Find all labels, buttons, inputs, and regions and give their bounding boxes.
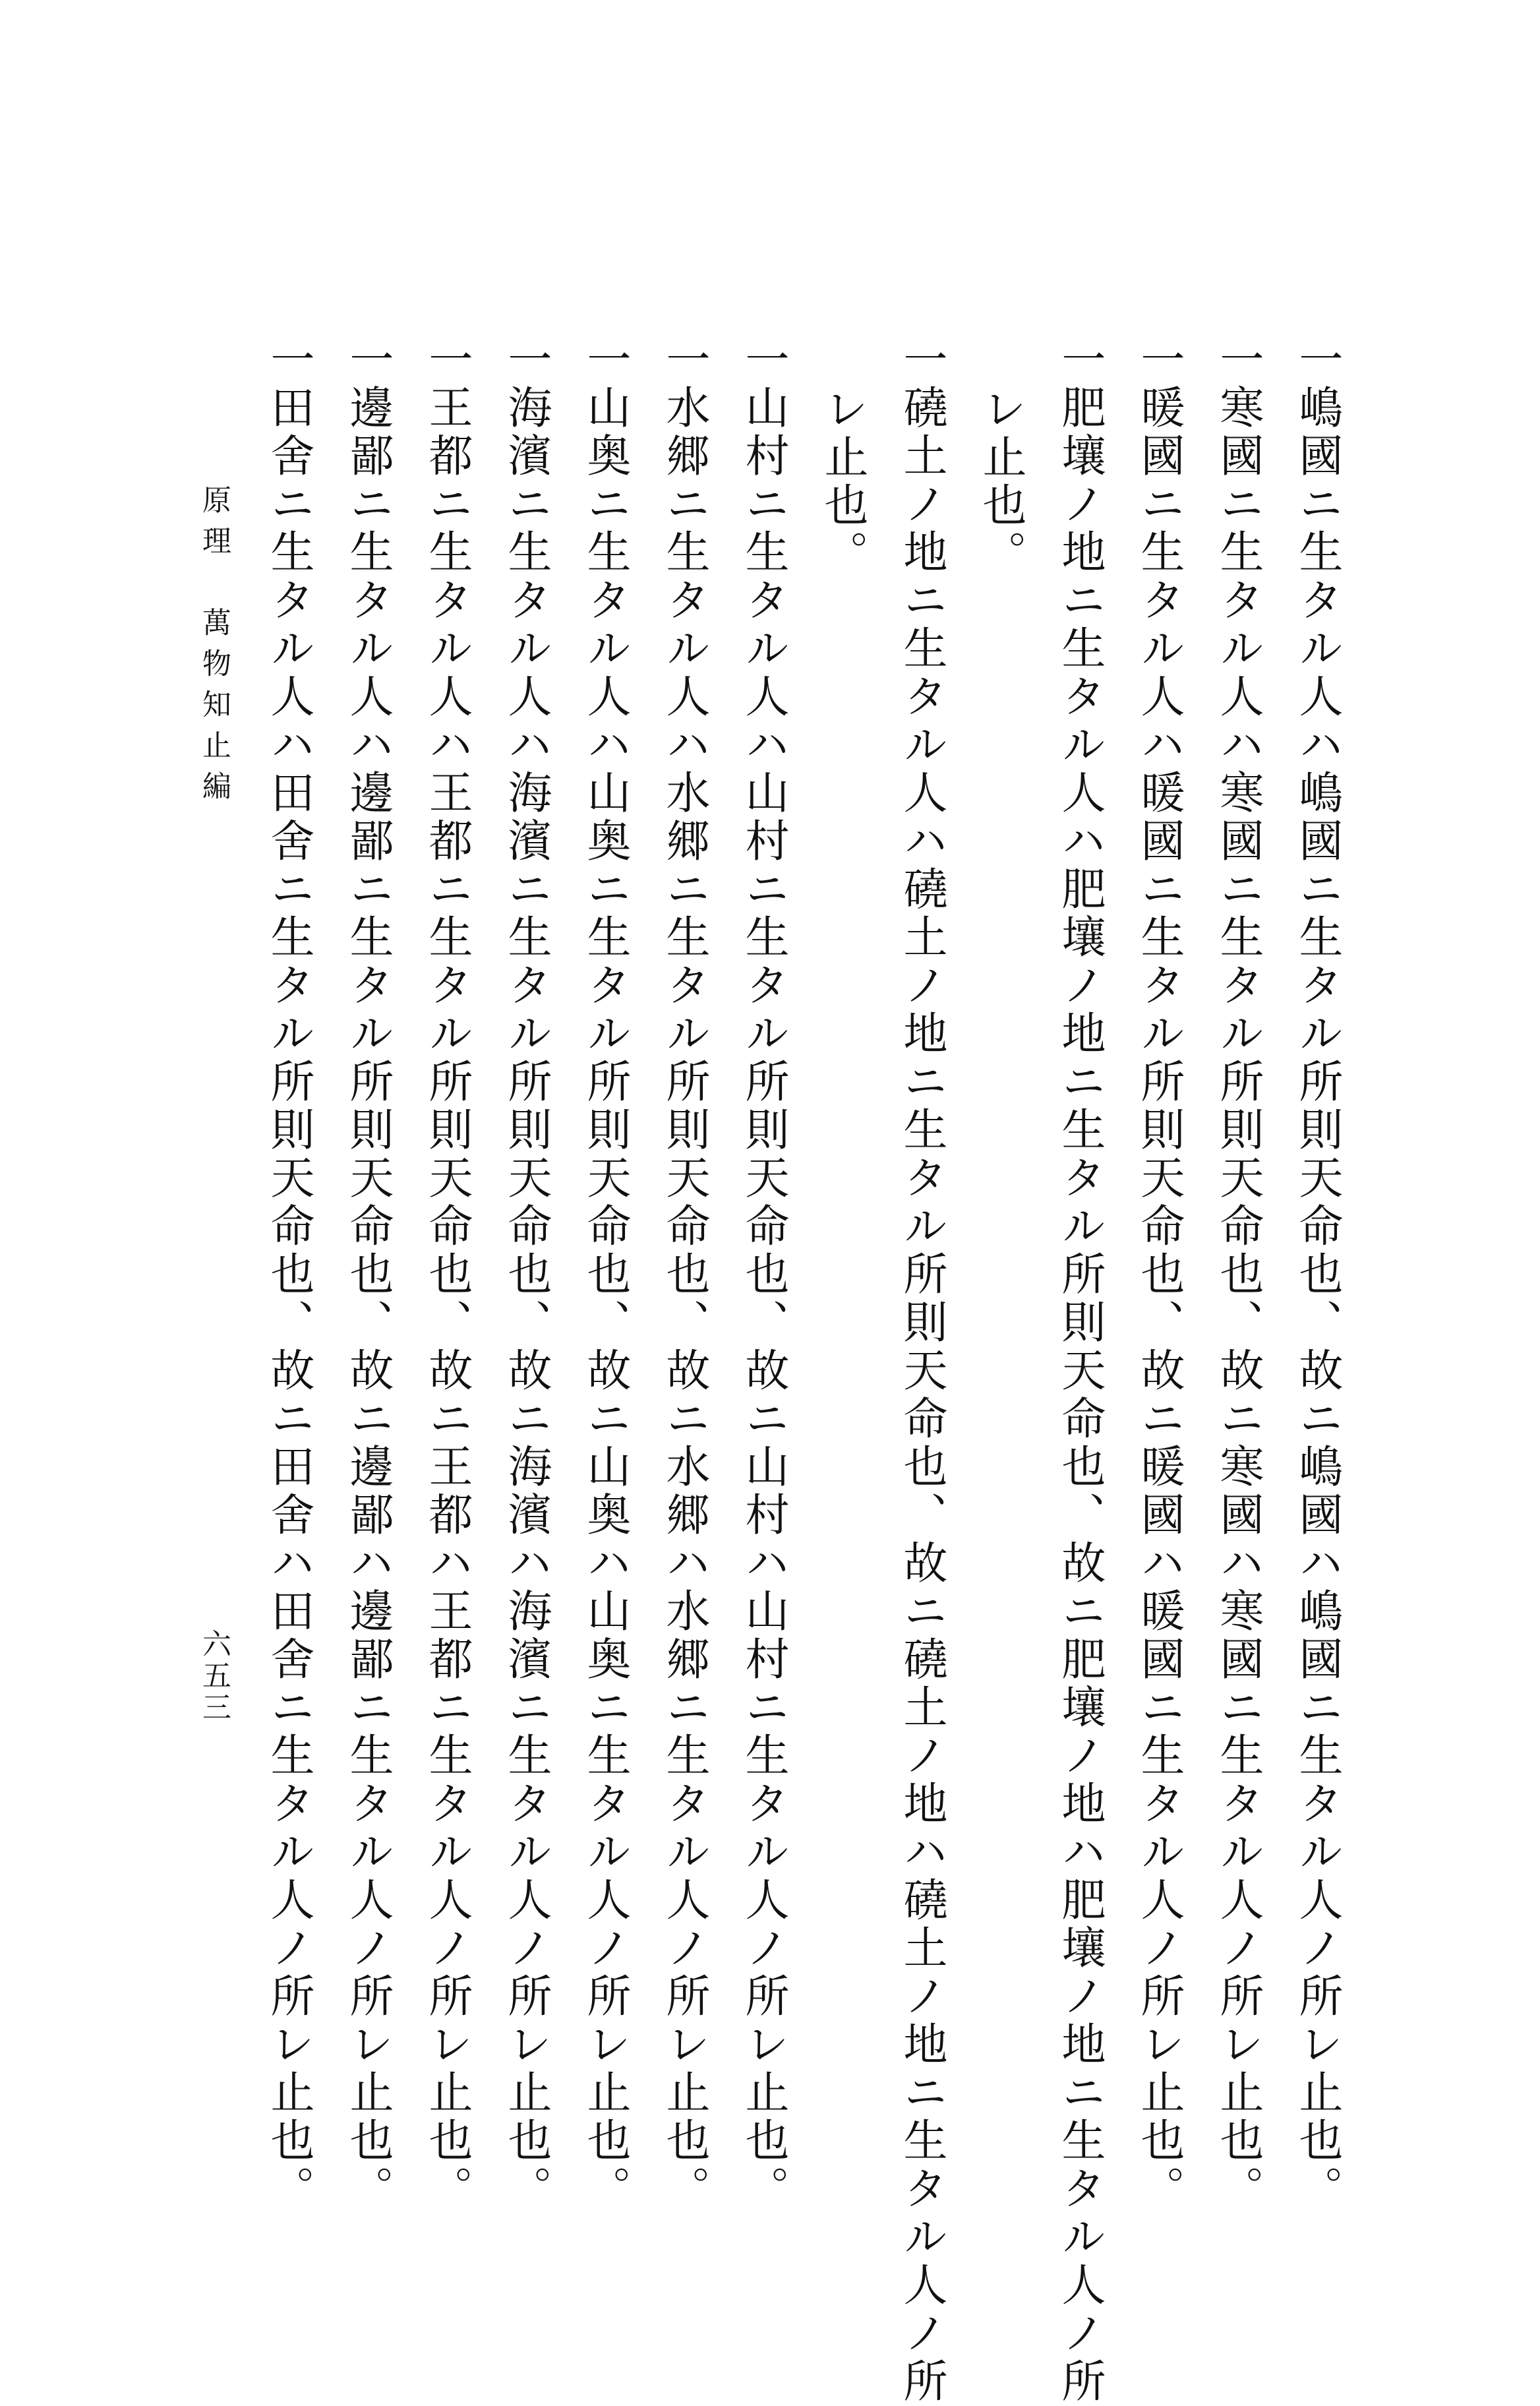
text-line-3: 一暖國ニ生タル人ハ暖國ニ生タル所則天命也、故ニ暖國ハ暖國ニ生タル人ノ所レ止也。 — [1134, 336, 1185, 2213]
text-line-11: 一邊鄙ニ生タル人ハ邊鄙ニ生タル所則天命也、故ニ邊鄙ハ邊鄙ニ生タル人ノ所レ止也。 — [343, 336, 394, 2213]
text-line-4-continuation: レ止也。 — [976, 386, 1027, 578]
text-line-10: 一王都ニ生タル人ハ王都ニ生タル所則天命也、故ニ王都ハ王都ニ生タル人ノ所レ止也。 — [422, 336, 473, 2213]
text-line-9: 一海濱ニ生タル人ハ海濱ニ生タル所則天命也、故ニ海濱ハ海濱ニ生タル人ノ所レ止也。 — [501, 336, 552, 2213]
text-line-12: 一田舍ニ生タル人ハ田舍ニ生タル所則天命也、故ニ田舍ハ田舍ニ生タル人ノ所レ止也。 — [264, 336, 315, 2213]
text-line-5-continuation: レ止也。 — [817, 386, 869, 578]
running-head: 原理 萬物知止編 — [197, 485, 231, 812]
text-line-7: 一水郷ニ生タル人ハ水郷ニ生タル所則天命也、故ニ水郷ハ水郷ニ生タル人ノ所レ止也。 — [659, 336, 711, 2213]
text-line-8: 一山奥ニ生タル人ハ山奥ニ生タル所則天命也、故ニ山奥ハ山奥ニ生タル人ノ所レ止也。 — [580, 336, 632, 2213]
text-line-6: 一山村ニ生タル人ハ山村ニ生タル所則天命也、故ニ山村ハ山村ニ生タル人ノ所レ止也。 — [738, 336, 790, 2213]
text-line-1: 一嶋國ニ生タル人ハ嶋國ニ生タル所則天命也、故ニ嶋國ハ嶋國ニ生タル人ノ所レ止也。 — [1292, 336, 1344, 2213]
text-line-5: 一磽土ノ地ニ生タル人ハ磽土ノ地ニ生タル所則天命也、故ニ磽土ノ地ハ磽土ノ地ニ生タル人ノ所 — [897, 336, 948, 2406]
text-line-2: 一寒國ニ生タル人ハ寒國ニ生タル所則天命也、故ニ寒國ハ寒國ニ生タル人ノ所レ止也。 — [1213, 336, 1264, 2213]
text-line-4: 一肥壤ノ地ニ生タル人ハ肥壤ノ地ニ生タル所則天命也、故ニ肥壤ノ地ハ肥壤ノ地ニ生タル人ノ所 — [1055, 336, 1106, 2406]
page-number: 六五三 — [197, 1629, 231, 1724]
